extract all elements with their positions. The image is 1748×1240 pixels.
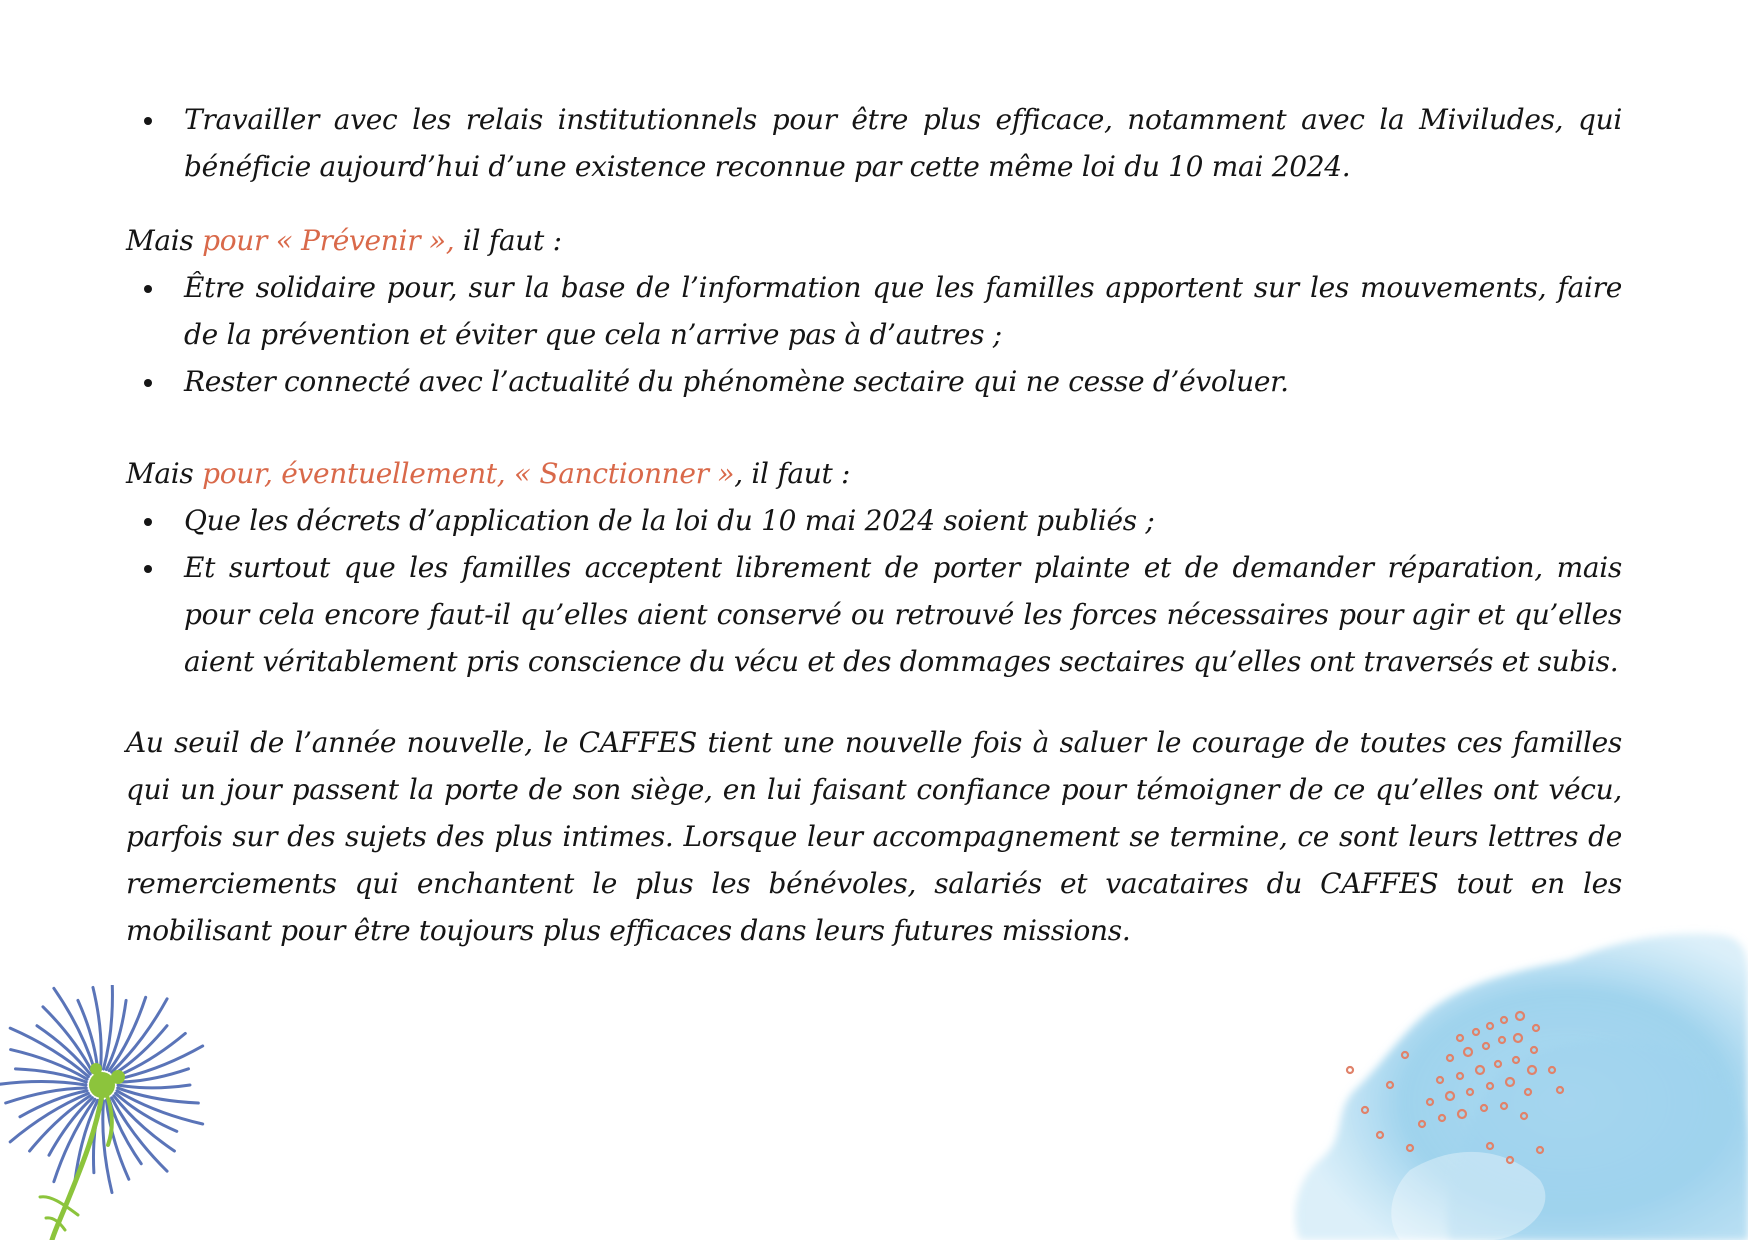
- bullet-list-prevenir: [126, 264, 1622, 405]
- petal-ray: [10, 1093, 88, 1141]
- list-item: Travailler avec les relais institutionnels pour être plus efficace, notamment avec la Miviludes, qui bénéficie aujourd’hui d’une existence reconnue par cette même loi du 10 mai 2024.: [126, 96, 1622, 190]
- petal-ray: [109, 997, 146, 1070]
- petal-ray: [118, 1085, 190, 1088]
- list-item: Rester connecté avec l’actualité du phénomène sectaire qui ne cesse d’évoluer.: [126, 358, 1622, 405]
- list-item: Et surtout que les familles acceptent librement de porter plainte et de demander réparation, mais pour cela encore faut-il qu’elles aient conservé ou retrouvé les forces nécessaires pour agir et qu’elles aient véritablement pris conscience du vécu et des dommages sectaires qu’elles ont traversés et subis.: [126, 544, 1622, 685]
- heading-lead: Mais: [126, 224, 203, 257]
- heading-lead: Mais: [126, 457, 203, 490]
- petal-ray: [117, 1091, 203, 1124]
- list-item: Être solidaire pour, sur la base de l’information que les familles apportent sur les mouvements, faire de la prévention et éviter que cela n’arrive pas à d’autres ;: [126, 264, 1622, 358]
- petal-ray: [0, 1081, 86, 1085]
- list-item: Que les décrets d’application de la loi du 10 mai 2024 soient publiés ;: [126, 497, 1622, 544]
- heading-accent: pour, éventuellement, « Sanctionner »: [202, 457, 735, 490]
- dandelion-flower-decoration: [0, 985, 240, 1240]
- heading-tail: , il faut :: [734, 457, 851, 490]
- section-heading-prevenir: [126, 217, 1622, 264]
- closing-paragraph: Au seuil de l’année nouvelle, le CAFFES tient une nouvelle fois à saluer le courage de toutes ces familles qui un jour passent la porte de son siège, en lui faisant confiance pour témoigner de ce qu’elles ont vécu, parfois sur des sujets des plus intimes. Lorsque leur accompagnement se termine, ce sont leurs lettres de remerciements qui enchantent le plus les bénévoles, salariés et vacataires du CAFFES tout en les mobilisant pour être toujours plus efficaces dans leurs futures missions.: [126, 726, 1622, 947]
- petal-ray: [118, 1088, 199, 1103]
- heading-accent: pour « Prévenir »,: [202, 224, 455, 257]
- document-content: [126, 96, 1622, 954]
- bullet-list-sanctionner: [126, 497, 1622, 685]
- watercolor-splash-decoration: [1290, 920, 1748, 1240]
- petal-ray: [15, 1069, 86, 1082]
- bullet-list-institutions: [126, 96, 1622, 190]
- heading-tail: il faut :: [454, 224, 562, 257]
- section-heading-sanctionner: [126, 450, 1622, 497]
